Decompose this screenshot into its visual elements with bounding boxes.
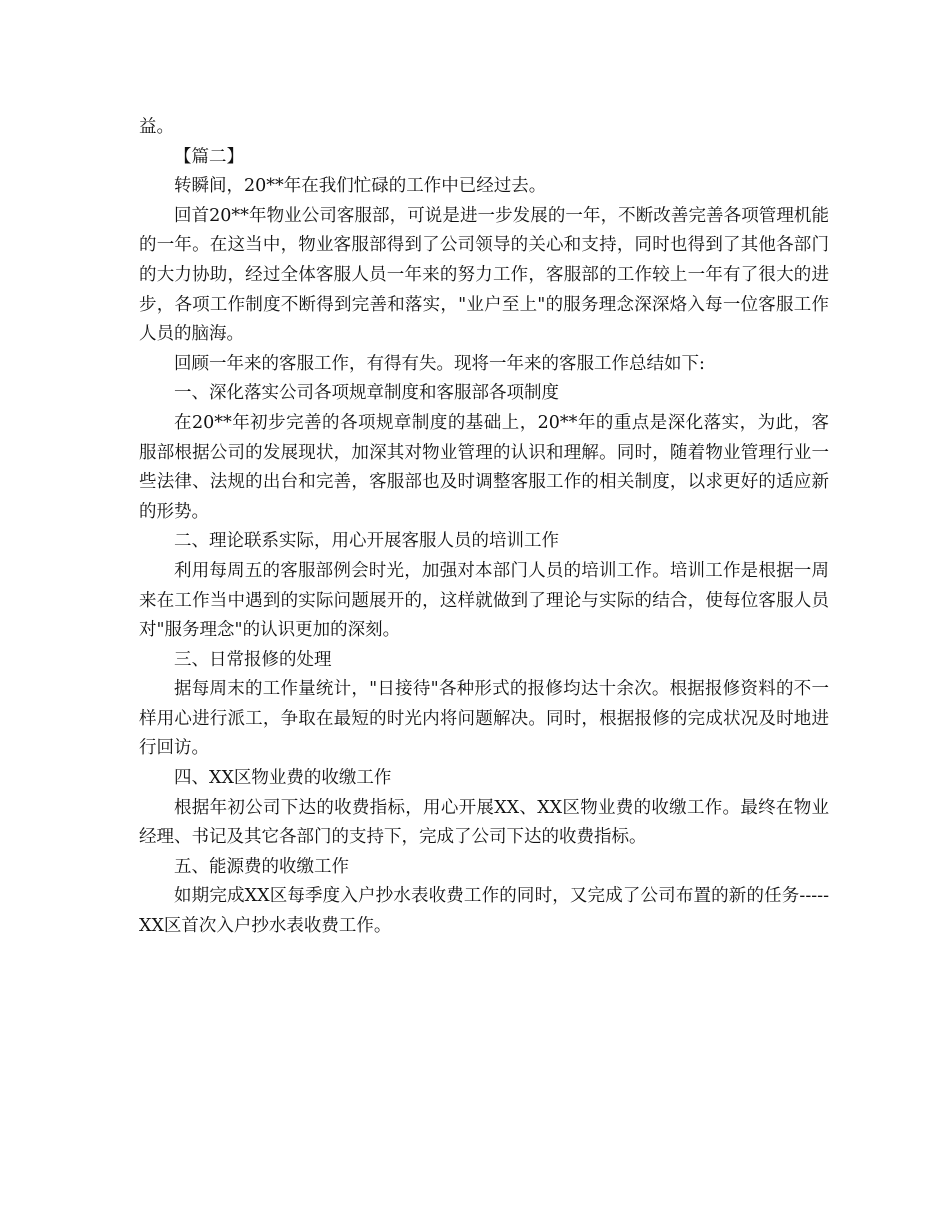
heading-item-3: 三、日常报修的处理 <box>174 649 332 670</box>
paragraph-item-4: 根据年初公司下达的收费指标，用心开展XX、XX区物业费的收缴工作。最终在物业经理、书记及其它各部门的支持下，完成了公司下达的收费指标。 <box>139 797 829 848</box>
document-body <box>139 113 829 942</box>
paragraph-continuation: 益。 <box>139 117 174 137</box>
heading-item-4: 四、XX区物业费的收缴工作 <box>174 768 392 789</box>
paragraph-item-5: 如期完成XX区每季度入户抄水表收费工作的同时，又完成了公司布置的新的任务-----XX区首次入户抄水表收费工作。 <box>139 886 829 937</box>
paragraph-intro: 转瞬间，20**年在我们忙碌的工作中已经过去。 <box>174 176 547 197</box>
paragraph-item-3: 据每周末的工作量统计，"日接待"各种形式的报修均达十余次。根据报修资料的不一样用心进行派工，争取在最短的时光内将问题解决。同时，根据报修的完成状况及时地进行回访。 <box>139 679 829 759</box>
paragraph-summary-lead: 回顾一年来的客服工作，有得有失。现将一年来的客服工作总结如下: <box>174 353 705 374</box>
section-heading-part-two: 【篇二】 <box>174 146 244 167</box>
paragraph-review: 回首20**年物业公司客服部，可说是进一步发展的一年，不断改善完善各项管理机能的一年。在这当中，物业客服部得到了公司领导的关心和支持，同时也得到了其他各部门的大力协助，经过全体客服人员一年来的努力工作，客服部的工作较上一年有了很大的进步，各项工作制度不断得到完善和落实，"业户至上"的服务理念深深烙入每一位客服工作人员的脑海。 <box>139 205 829 345</box>
heading-item-5: 五、能源费的收缴工作 <box>174 856 349 877</box>
heading-item-1: 一、深化落实公司各项规章制度和客服部各项制度 <box>174 383 559 404</box>
paragraph-item-1: 在20**年初步完善的各项规章制度的基础上，20**年的重点是深化落实，为此，客服部根据公司的发展现状，加深其对物业管理的认识和理解。同时，随着物业管理行业一些法律、法规的出台和完善，客服部也及时调整客服工作的相关制度，以求更好的适应新的形势。 <box>139 412 829 522</box>
heading-item-2: 二、理论联系实际，用心开展客服人员的培训工作 <box>174 531 559 552</box>
paragraph-item-2: 利用每周五的客服部例会时光，加强对本部门人员的培训工作。培训工作是根据一周来在工作当中遇到的实际问题展开的，这样就做到了理论与实际的结合，使每位客服人员对"服务理念"的认识更加的深刻。 <box>139 560 829 641</box>
